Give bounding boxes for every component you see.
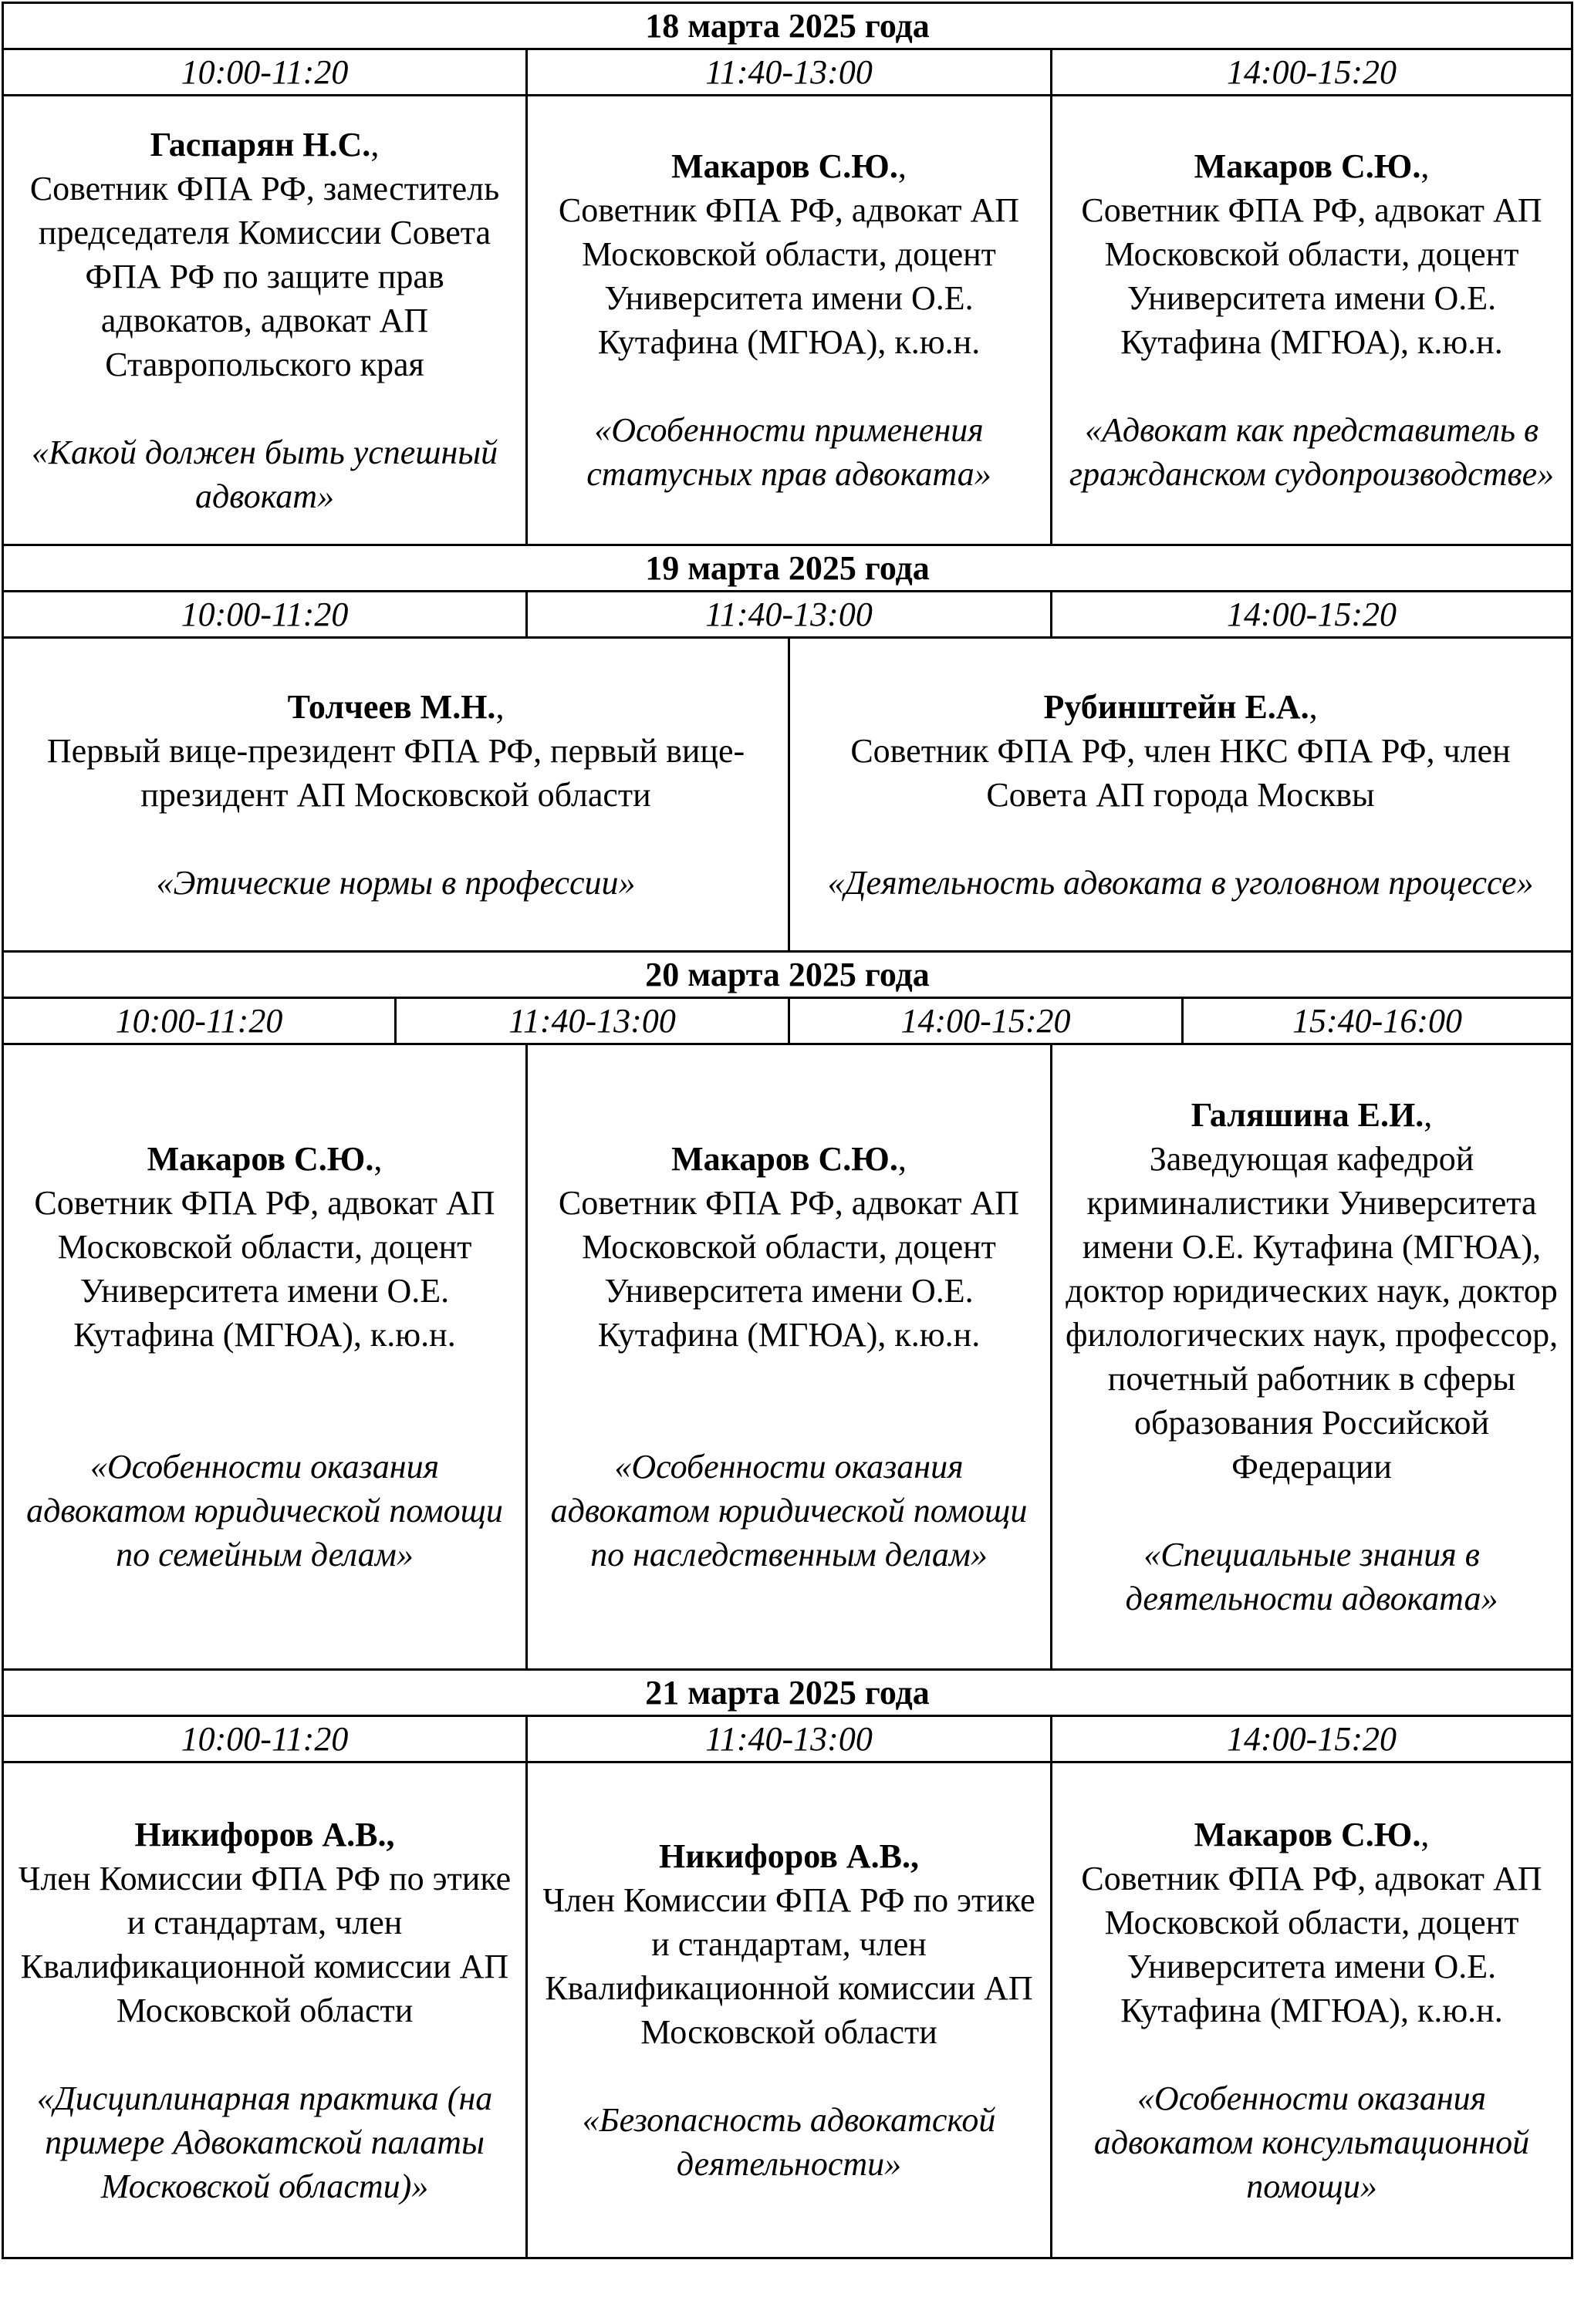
time-slot: 14:00-15:20 xyxy=(1052,49,1572,96)
lecturer-name: Макаров С.Ю. xyxy=(1194,1815,1421,1853)
lecturer-name: Никифоров А.В., xyxy=(659,1837,919,1875)
time-slot: 11:40-13:00 xyxy=(527,592,1052,638)
lecturer-position: Советник ФПА РФ, член НКС ФПА РФ, член Совета АП города Москвы xyxy=(850,731,1511,814)
lecture-topic: «Особенности оказания адвокатом консультационной помощи» xyxy=(1093,2079,1530,2205)
lecturer-position: Советник ФПА РФ, заместитель председателя Комиссии Совета ФПА РФ по защите прав адвокатов, адвокат АП Ставропольского края xyxy=(29,169,500,383)
lecture-row xyxy=(3,96,1572,545)
lecturer-name: Макаров С.Ю. xyxy=(671,1140,898,1178)
day-header-row xyxy=(3,545,1572,592)
day-date: 21 марта 2025 года xyxy=(3,1670,1572,1716)
lecture-cell xyxy=(3,96,527,545)
time-slot: 11:40-13:00 xyxy=(396,998,789,1044)
name-separator: , xyxy=(495,687,505,726)
day-date: 20 марта 2025 года xyxy=(3,952,1572,998)
lecturer-position: Советник ФПА РФ, адвокат АП Московской области, доцент Университета имени О.Е. Кутафина (МГЮА), к.ю.н. xyxy=(1081,191,1542,361)
time-row xyxy=(3,592,1572,638)
time-slot: 14:00-15:20 xyxy=(1052,1716,1572,1762)
lecture-cell xyxy=(3,1762,527,2258)
lecture-cell xyxy=(3,638,789,952)
lecture-topic: «Адвокат как представитель в гражданском судопроизводстве» xyxy=(1069,411,1555,493)
time-slot: 15:40-16:00 xyxy=(1183,998,1572,1044)
time-slot: 11:40-13:00 xyxy=(527,49,1052,96)
name-separator: , xyxy=(373,1140,383,1178)
lecturer-name: Гаспарян Н.С. xyxy=(150,125,371,164)
lecturer-name: Макаров С.Ю. xyxy=(671,147,898,185)
name-separator: , xyxy=(1420,1815,1430,1853)
lecturer-name: Толчеев М.Н. xyxy=(287,687,496,726)
name-separator: , xyxy=(1309,687,1318,726)
time-slot: 10:00-11:20 xyxy=(3,49,527,96)
lecturer-position: Советник ФПА РФ, адвокат АП Московской области, доцент Университета имени О.Е. Кутафина (МГЮА), к.ю.н. xyxy=(34,1184,495,1354)
lecture-topic: «Этические нормы в профессии» xyxy=(156,863,636,902)
name-separator: , xyxy=(1424,1096,1433,1134)
lecturer-position: Первый вице-президент ФПА РФ, первый вице-президент АП Московской области xyxy=(46,731,745,814)
time-slot: 11:40-13:00 xyxy=(527,1716,1052,1762)
lecture-topic: «Особенности применения статусных прав адвоката» xyxy=(586,411,991,493)
lecturer-position: Советник ФПА РФ, адвокат АП Московской области, доцент Университета имени О.Е. Кутафина (МГЮА), к.ю.н. xyxy=(558,1184,1020,1354)
lecture-cell xyxy=(527,1762,1052,2258)
name-separator: , xyxy=(370,125,380,164)
time-slot: 10:00-11:20 xyxy=(3,592,527,638)
lecture-topic: «Специальные знания в деятельности адвоката» xyxy=(1125,1536,1498,1617)
lecturer-name: Макаров С.Ю. xyxy=(1194,147,1421,185)
time-row xyxy=(3,49,1572,96)
lecture-cell xyxy=(789,638,1572,952)
lecture-topic: «Дисциплинарная практика (на примере Адвокатской палаты Московской области)» xyxy=(36,2079,493,2205)
day-header-row xyxy=(3,952,1572,998)
lecture-row xyxy=(3,1044,1572,1670)
lecture-topic: «Деятельность адвоката в уголовном процессе» xyxy=(827,863,1534,902)
lecturer-name: Никифоров А.В., xyxy=(134,1815,395,1853)
lecturer-name: Рубинштейн Е.А. xyxy=(1043,687,1309,726)
lecture-topic: «Безопасность адвокатской деятельности» xyxy=(582,2101,996,2183)
day-date: 19 марта 2025 года xyxy=(3,545,1572,592)
lecture-cell xyxy=(1052,1044,1572,1670)
time-row xyxy=(3,998,1572,1044)
lecture-cell xyxy=(527,96,1052,545)
lecture-cell xyxy=(1052,96,1572,545)
day-header-row xyxy=(3,1670,1572,1716)
day-date: 18 марта 2025 года xyxy=(3,3,1572,49)
lecture-row xyxy=(3,1762,1572,2258)
lecture-cell xyxy=(527,1044,1052,1670)
name-separator: , xyxy=(897,1140,907,1178)
lecture-topic: «Особенности оказания адвокатом юридической помощи по наследственным делам» xyxy=(550,1448,1028,1574)
time-slot: 14:00-15:20 xyxy=(1052,592,1572,638)
lecture-cell xyxy=(3,1044,527,1670)
day-header-row xyxy=(3,3,1572,49)
lecturer-position: Член Комиссии ФПА РФ по этике и стандартам, член Квалификационной комиссии АП Московской области xyxy=(18,1859,512,2029)
name-separator: , xyxy=(1420,147,1430,185)
lecturer-position: Член Комиссии ФПА РФ по этике и стандартам, член Квалификационной комиссии АП Московской области xyxy=(542,1881,1035,2051)
time-slot: 10:00-11:20 xyxy=(3,998,396,1044)
lecturer-name: Галяшина Е.И. xyxy=(1191,1096,1424,1134)
lecture-topic: «Какой должен быть успешный адвокат» xyxy=(31,433,498,515)
lecture-row xyxy=(3,638,1572,952)
time-slot: 14:00-15:20 xyxy=(789,998,1183,1044)
lecturer-position: Заведующая кафедрой криминалистики Университета имени О.Е. Кутафина (МГЮА), доктор юридических наук, доктор филологических наук, профессор, почетный работник в сферы образования Российской Федерации xyxy=(1065,1140,1559,1486)
lecturer-position: Советник ФПА РФ, адвокат АП Московской области, доцент Университета имени О.Е. Кутафина (МГЮА), к.ю.н. xyxy=(1081,1859,1542,2029)
time-slot: 10:00-11:20 xyxy=(3,1716,527,1762)
lecture-topic: «Особенности оказания адвокатом юридической помощи по семейным делам» xyxy=(26,1448,503,1574)
lecturer-position: Советник ФПА РФ, адвокат АП Московской области, доцент Университета имени О.Е. Кутафина (МГЮА), к.ю.н. xyxy=(558,191,1020,361)
name-separator: , xyxy=(897,147,907,185)
lecturer-name: Макаров С.Ю. xyxy=(147,1140,374,1178)
time-row xyxy=(3,1716,1572,1762)
schedule-table xyxy=(2,2,1573,2259)
lecture-cell xyxy=(1052,1762,1572,2258)
